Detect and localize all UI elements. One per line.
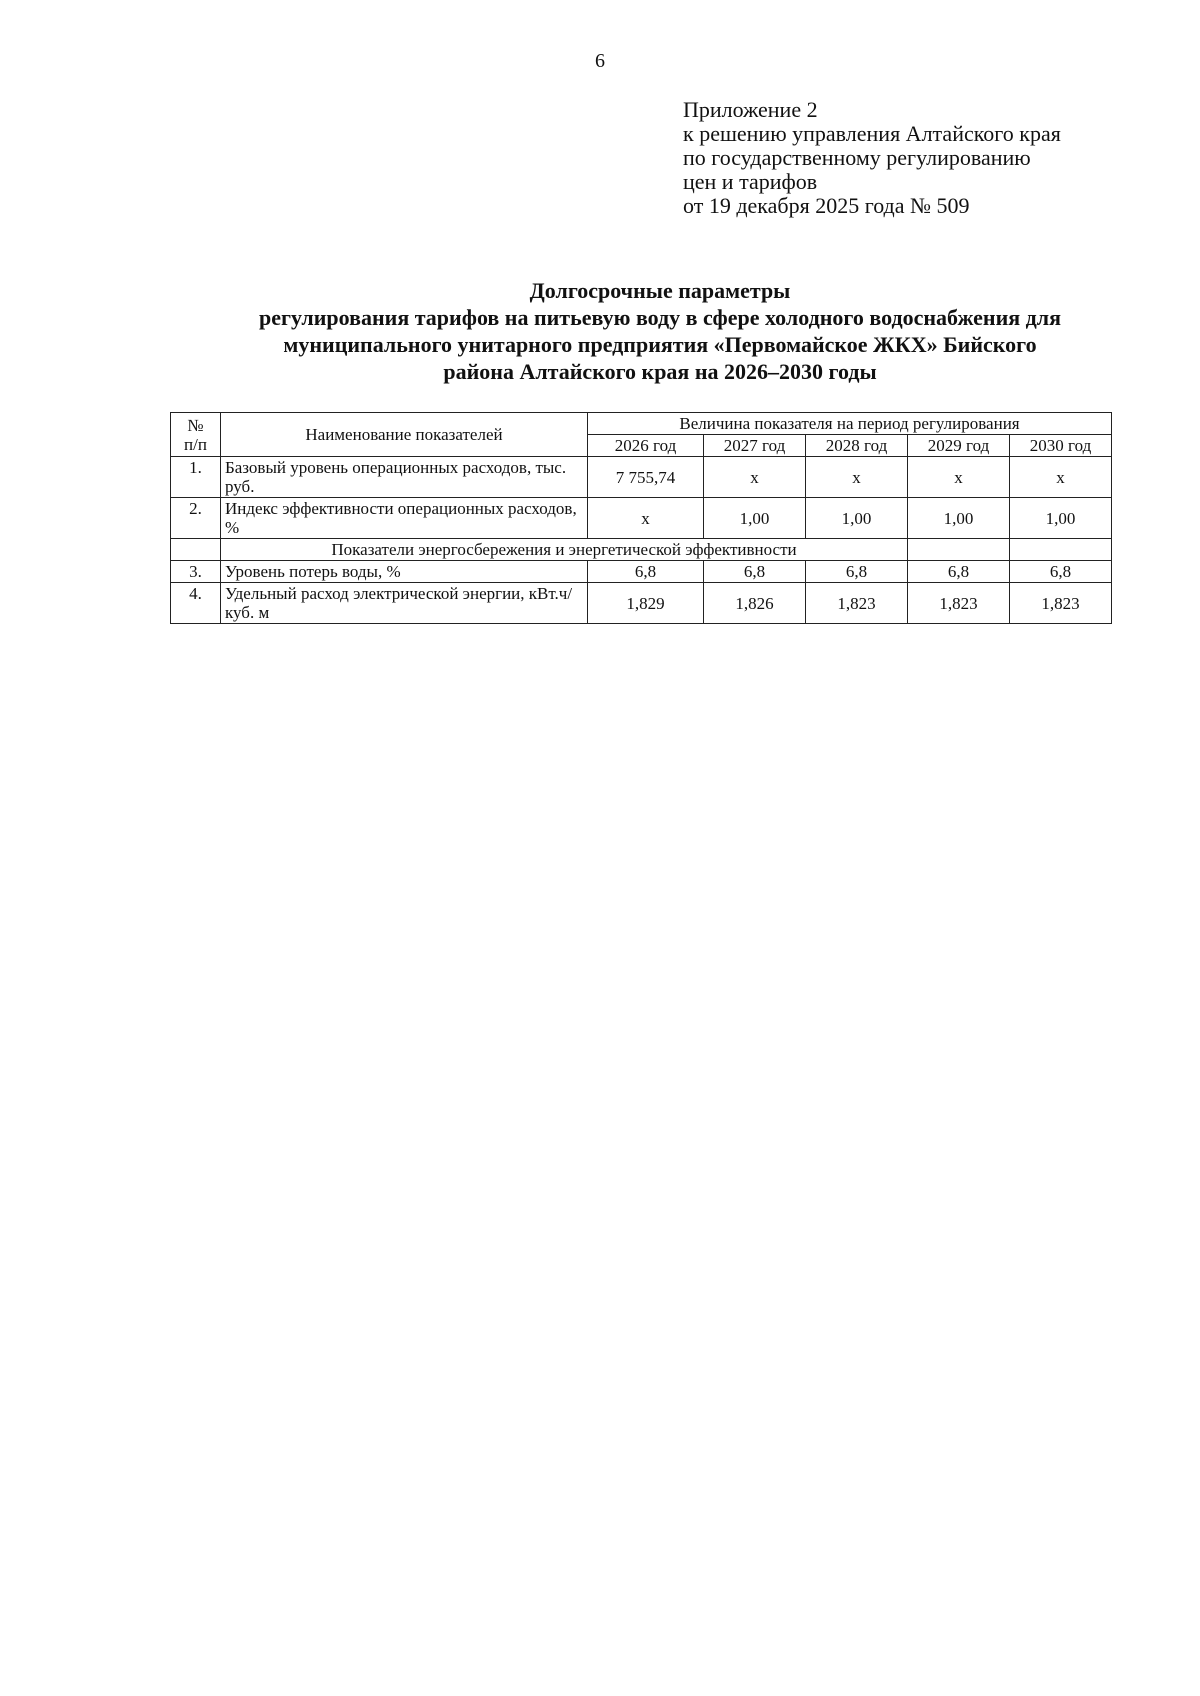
parameters-table bbox=[170, 412, 1112, 624]
row-value: х bbox=[588, 498, 704, 539]
table-header-row bbox=[171, 413, 1112, 435]
table-row bbox=[171, 498, 1112, 539]
row-value: 1,00 bbox=[704, 498, 806, 539]
row-number: 2. bbox=[171, 498, 221, 539]
row-value: 6,8 bbox=[806, 561, 908, 583]
header-name-cell: Наименование показателей bbox=[221, 413, 588, 457]
row-name: Базовый уровень операционных расходов, тыс. руб. bbox=[221, 457, 588, 498]
appendix-line: цен и тарифов bbox=[683, 169, 818, 194]
row-value: 1,00 bbox=[1010, 498, 1112, 539]
header-num-cell bbox=[171, 413, 221, 457]
row-value: х bbox=[806, 457, 908, 498]
row-value: 1,00 bbox=[806, 498, 908, 539]
section-empty-cell bbox=[908, 539, 1010, 561]
row-value: х bbox=[704, 457, 806, 498]
table-row bbox=[171, 561, 1112, 583]
header-year-cell: 2030 год bbox=[1010, 435, 1112, 457]
row-value: 6,8 bbox=[1010, 561, 1112, 583]
row-value: 1,00 bbox=[908, 498, 1010, 539]
row-number: 4. bbox=[171, 583, 221, 624]
row-number: 1. bbox=[171, 457, 221, 498]
row-value: х bbox=[908, 457, 1010, 498]
table-row bbox=[171, 583, 1112, 624]
header-num-pp: п/п bbox=[184, 434, 207, 454]
section-empty-cell bbox=[1010, 539, 1112, 561]
row-name: Уровень потерь воды, % bbox=[221, 561, 588, 583]
header-year-cell: 2029 год bbox=[908, 435, 1010, 457]
row-value: 1,823 bbox=[1010, 583, 1112, 624]
table-section-row bbox=[171, 539, 1112, 561]
appendix-block bbox=[683, 98, 1061, 218]
appendix-line: к решению управления Алтайского края bbox=[683, 121, 1061, 146]
header-year-cell: 2028 год bbox=[806, 435, 908, 457]
title-line: Долгосрочные параметры bbox=[529, 278, 791, 303]
section-empty-cell bbox=[171, 539, 221, 561]
title-line: регулирования тарифов на питьевую воду в сфере холодного водоснабжения для bbox=[258, 305, 1062, 330]
document-title bbox=[170, 277, 1150, 385]
title-line: муниципального унитарного предприятия «Первомайское ЖКХ» Бийского bbox=[283, 332, 1037, 357]
header-year-cell: 2027 год bbox=[704, 435, 806, 457]
row-value: 1,823 bbox=[908, 583, 1010, 624]
table-row bbox=[171, 457, 1112, 498]
header-year-cell: 2026 год bbox=[588, 435, 704, 457]
row-number: 3. bbox=[171, 561, 221, 583]
row-value: 6,8 bbox=[704, 561, 806, 583]
title-line: района Алтайского края на 2026–2030 годы bbox=[443, 359, 877, 384]
row-value: х bbox=[1010, 457, 1112, 498]
header-period-cell: Величина показателя на период регулирования bbox=[588, 413, 1112, 435]
header-num-symbol: № bbox=[187, 415, 204, 435]
row-value: 1,826 bbox=[704, 583, 806, 624]
row-value: 1,823 bbox=[806, 583, 908, 624]
row-value: 1,829 bbox=[588, 583, 704, 624]
row-value: 7 755,74 bbox=[588, 457, 704, 498]
row-name: Индекс эффективности операционных расходов, % bbox=[221, 498, 588, 539]
appendix-line: по государственному регулированию bbox=[683, 145, 1031, 170]
appendix-line: Приложение 2 bbox=[683, 97, 818, 122]
row-value: 6,8 bbox=[588, 561, 704, 583]
section-label: Показатели энергосбережения и энергетической эффективности bbox=[221, 539, 908, 561]
appendix-date-line: от 19 декабря 2025 года № 509 bbox=[683, 193, 970, 218]
row-name: Удельный расход электрической энергии, кВт.ч/куб. м bbox=[221, 583, 588, 624]
page-number: 6 bbox=[595, 50, 605, 72]
row-value: 6,8 bbox=[908, 561, 1010, 583]
